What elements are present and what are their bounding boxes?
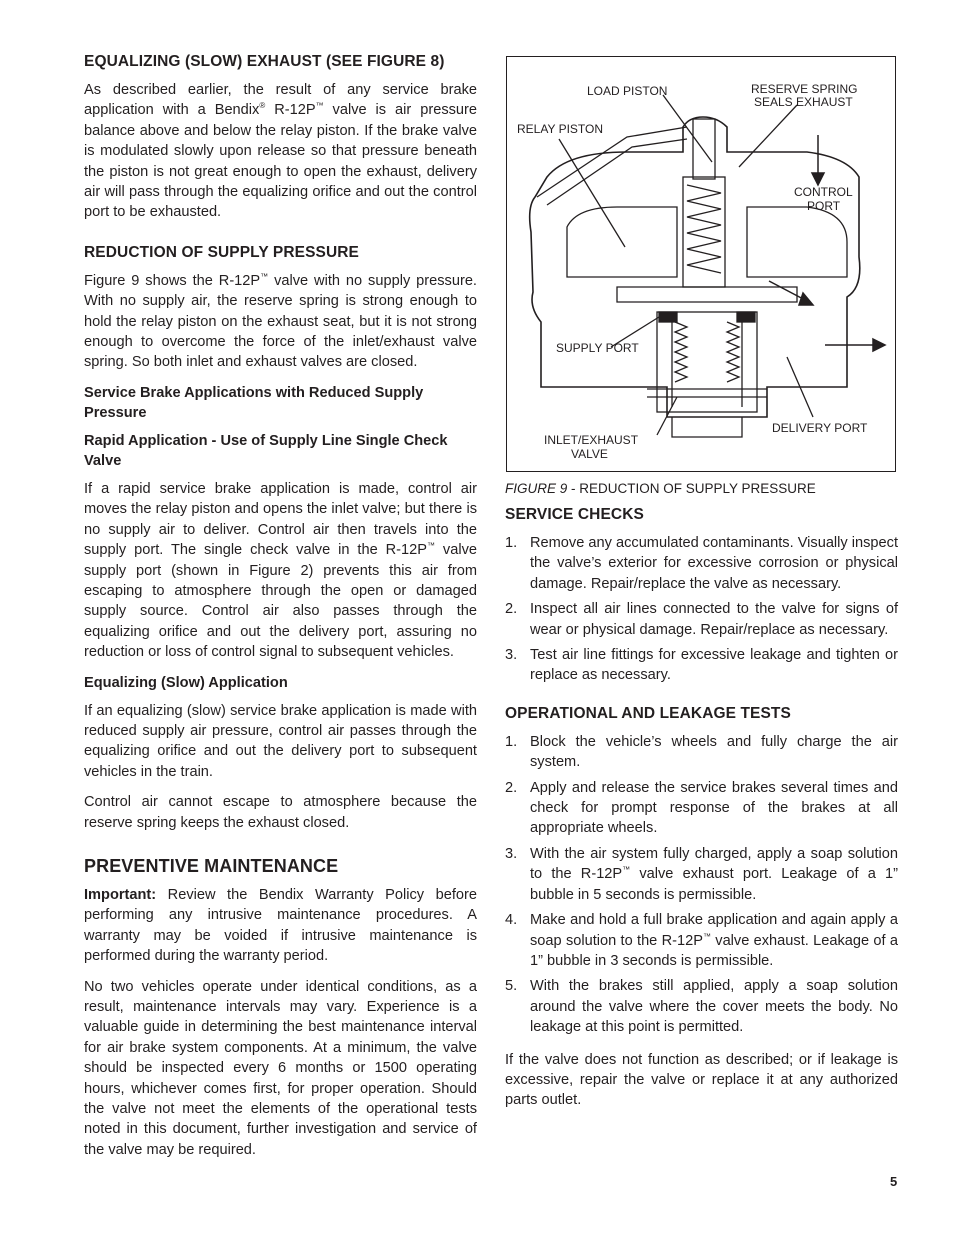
- label-delivery-port: DELIVERY PORT: [772, 421, 868, 435]
- paragraph-closing: If the valve does not function as described; or if leakage is excessive, repair the valve or replace it at any authorized parts outlet.: [505, 1051, 898, 1109]
- list-item: 5. With the brakes still applied, apply a soap solution around the valve where the cover meets the body. No leakage at this point is permitted.: [505, 978, 898, 1036]
- paragraph-figure9-intro: Figure 9 shows the R-12P™ valve with no supply pressure. With no supply air, the reserve spring is strong enough to hold the relay piston on the exhaust seat, but it is not strong enough to overcome the force of the inlet/exhaust valve spring. So both inlet and exhaust valves are closed.: [84, 271, 477, 371]
- paragraph-control-air-escape: Control air cannot escape to atmosphere because the reserve spring keeps the exhaust closed.: [84, 794, 477, 831]
- section-heading-equalizing-exhaust: EQUALIZING (SLOW) EXHAUST (SEE FIGURE 8): [84, 53, 445, 70]
- list-item: 1. Block the vehicle’s wheels and fully charge the air system.: [505, 733, 898, 771]
- label-load-piston: LOAD PISTON: [587, 84, 668, 98]
- list-item: 2. Inspect all air lines connected to the valve for signs of wear or physical damage. Repair/replace as necessary.: [505, 601, 898, 638]
- service-checks-list: [505, 533, 898, 686]
- left-column: [84, 52, 477, 1170]
- label-control-port-line2: PORT: [807, 199, 841, 213]
- right-column: [505, 505, 898, 1121]
- section-heading-service-checks: SERVICE CHECKS: [505, 506, 644, 523]
- list-item: 2. Apply and release the service brakes several times and check for prompt response of the brakes at all appropriate wheels.: [505, 779, 898, 837]
- figure-9-caption: FIGURE 9 - REDUCTION OF SUPPLY PRESSURE: [505, 481, 816, 496]
- figure-9-diagram: [506, 56, 896, 472]
- label-reserve-spring-line1: RESERVE SPRING: [751, 82, 858, 96]
- trademark-mark: ™: [315, 101, 324, 111]
- subheading-rapid-application: Rapid Application - Use of Supply Line Single Check Valve: [84, 432, 448, 469]
- paragraph-equalizing-application: If an equalizing (slow) service brake application is made with reduced supply air pressure, control air passes through the equalizing orifice and out the delivery port to subsequent vehicles in the train.: [84, 702, 477, 780]
- paragraph-important: Important: Review the Bendix Warranty Policy before performing any intrusive maintenance procedures. A warranty may be voided if intrusive maintenance is performed during the warranty period.: [84, 886, 477, 965]
- subheading-equalizing-application: Equalizing (Slow) Application: [84, 674, 288, 691]
- paragraph-rapid-application: If a rapid service brake application is made, control air moves the relay piston and opens the inlet valve; but there is no supply air to deliver. Control air then travels into the supply port. The single check valve in the R-12P™ valve supply port (shown in Figure 2) prevents this air from escaping to atmosphere through the open or damaged supply source. Control air also passes through the equalizing orifice and out the delivery port, assuring no reduction or loss of control signal to subsequent vehicles.: [84, 480, 477, 661]
- section-heading-preventive-maintenance: PREVENTIVE MAINTENANCE: [84, 855, 339, 876]
- registered-mark: ®: [259, 101, 266, 111]
- label-inlet-exhaust-line1: INLET/EXHAUST: [544, 433, 639, 447]
- label-reserve-spring-line2: SEALS EXHAUST: [754, 95, 853, 109]
- list-item: 4. Make and hold a full brake application and again apply a soap solution to the R-12P™ valve exhaust. Leakage of a 1” bubble in 3 seconds is permissible.: [505, 912, 898, 969]
- section-heading-reduction-supply: REDUCTION OF SUPPLY PRESSURE: [84, 243, 359, 261]
- list-item: 3. With the air system fully charged, apply a soap solution to the R-12P™ valve exhaust port. Leakage of a 1” bubble in 5 seconds is permissible.: [505, 845, 898, 903]
- list-item: 1. Remove any accumulated contaminants. Visually inspect the valve’s exterior for excessive corrosion or physical damage. Repair/replace the valve as necessary.: [505, 535, 899, 592]
- valve-cross-section-drawing: [507, 57, 895, 471]
- label-control-port-line1: CONTROL: [794, 185, 853, 199]
- operational-tests-list: [505, 732, 898, 1038]
- label-supply-port: SUPPLY PORT: [556, 341, 639, 355]
- label-relay-piston: RELAY PISTON: [517, 122, 604, 136]
- section-heading-operational-tests: OPERATIONAL AND LEAKAGE TESTS: [505, 704, 791, 722]
- paragraph-maintenance-intervals: No two vehicles operate under identical conditions, as a result, maintenance intervals may vary. Experience is a valuable guide in determining the best maintenance interval for air brake system components. At a minimum, the valve should be inspected every 6 months or 1500 operating hours, whichever comes first, for proper operation. Should the valve not meet the elements of the operational tests noted in this document, further investigation and service of the valve may be required.: [84, 978, 477, 1158]
- subheading-service-brake-reduced: Service Brake Applications with Reduced Supply Pressure: [84, 384, 424, 421]
- list-item: 3. Test air line fittings for excessive leakage and tighten or replace as necessary.: [505, 647, 898, 684]
- paragraph-equalizing-exhaust: As described earlier, the result of any service brake application with a Bendix® R-12P™ valve is air pressure balance above and below the relay piston. If the brake valve is modulated slowly upon release so that pressure beneath the piston is not great enough to open the exhaust, delivery air will pass through the equalizing orifice and out the control port to be exhausted.: [84, 82, 478, 221]
- page-number: 5: [890, 1174, 898, 1189]
- label-inlet-exhaust-line2: VALVE: [571, 447, 608, 461]
